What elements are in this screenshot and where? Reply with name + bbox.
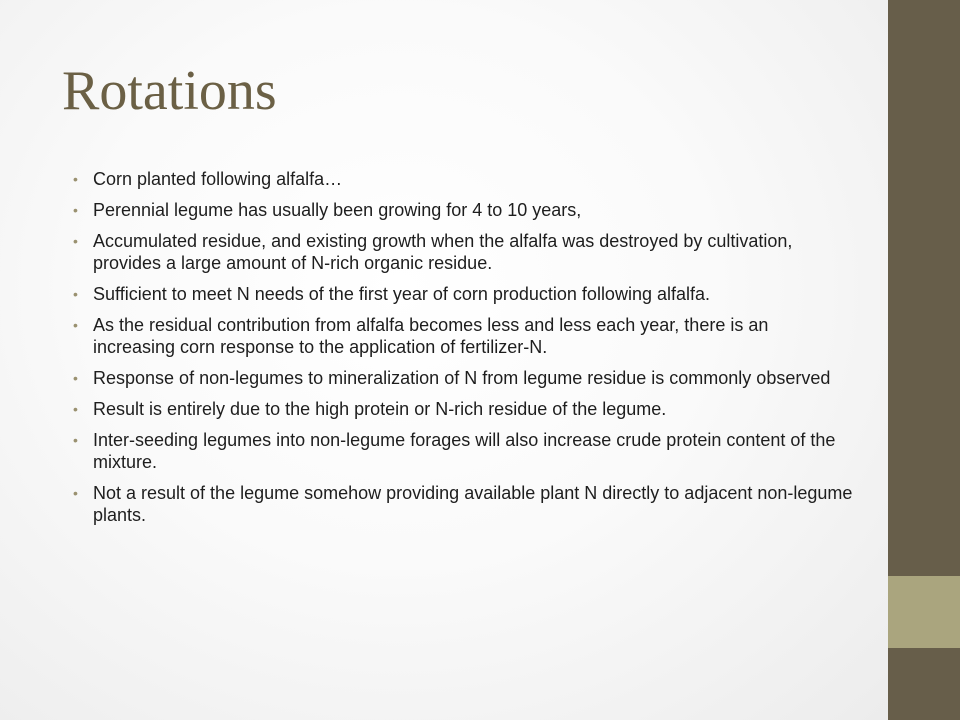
bullet-text: Accumulated residue, and existing growth when the alfalfa was destroyed by cultivation, provides a large amount of N-rich organic residue. bbox=[93, 231, 793, 273]
bullet-item bbox=[73, 314, 853, 358]
bullet-dot-icon: • bbox=[73, 370, 78, 386]
bullet-text: Corn planted following alfalfa… bbox=[93, 169, 343, 189]
sidebar-decoration bbox=[888, 0, 960, 720]
bullet-text: Not a result of the legume somehow providing available plant N directly to adjacent non-legume plants. bbox=[93, 483, 853, 525]
bullet-dot-icon: • bbox=[73, 286, 78, 302]
bullet-text: As the residual contribution from alfalfa becomes less and less each year, there is an increasing corn response to the application of fertilizer-N. bbox=[93, 315, 769, 357]
bullet-text: Perennial legume has usually been growing for 4 to 10 years, bbox=[93, 200, 582, 220]
bullet-dot-icon: • bbox=[73, 202, 78, 218]
bullet-text: Response of non-legumes to mineralization of N from legume residue is commonly observed bbox=[93, 368, 831, 388]
bullet-dot-icon: • bbox=[73, 233, 78, 249]
slide-title: Rotations bbox=[62, 60, 277, 122]
bullet-text: Inter-seeding legumes into non-legume forages will also increase crude protein content of the mixture. bbox=[93, 430, 836, 472]
bullet-item bbox=[73, 199, 853, 221]
bullet-item bbox=[73, 398, 853, 420]
bullet-dot-icon: • bbox=[73, 401, 78, 417]
bullet-dot-icon: • bbox=[73, 171, 78, 187]
bullet-item bbox=[73, 429, 853, 473]
bullet-dot-icon: • bbox=[73, 485, 78, 501]
bullet-dot-icon: • bbox=[73, 317, 78, 333]
bullet-dot-icon: • bbox=[73, 432, 78, 448]
bullet-list bbox=[73, 168, 853, 535]
bullet-item bbox=[73, 168, 853, 190]
bullet-item bbox=[73, 283, 853, 305]
bullet-text: Sufficient to meet N needs of the first year of corn production following alfalfa. bbox=[93, 284, 711, 304]
bullet-item bbox=[73, 367, 853, 389]
bullet-item bbox=[73, 230, 853, 274]
bullet-text: Result is entirely due to the high protein or N-rich residue of the legume. bbox=[93, 399, 667, 419]
sidebar-dark-band-bottom bbox=[888, 648, 960, 720]
sidebar-dark-band-top bbox=[888, 0, 960, 576]
sidebar-light-band bbox=[888, 576, 960, 648]
bullet-item bbox=[73, 482, 853, 526]
